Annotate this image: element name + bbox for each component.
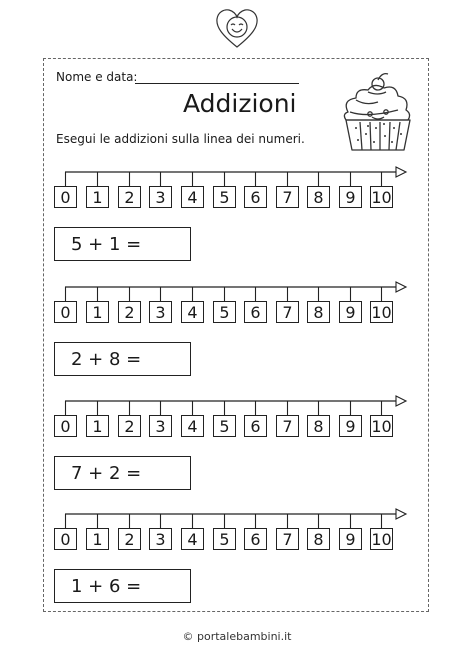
number-box: 9 — [339, 415, 362, 437]
number-box: 3 — [149, 528, 172, 550]
page-title: Addizioni — [183, 89, 297, 118]
number-box: 1 — [86, 186, 109, 208]
arrow-right-icon — [396, 167, 406, 177]
equation-box[interactable]: 5 + 1 = — [54, 227, 191, 261]
number-box: 9 — [339, 528, 362, 550]
number-box: 7 — [276, 415, 299, 437]
number-box: 0 — [54, 301, 77, 323]
arrow-right-icon — [396, 396, 406, 406]
number-box: 10 — [371, 187, 392, 207]
number-box: 5 — [213, 415, 236, 437]
number-box: 4 — [181, 301, 204, 323]
number-box: 2 — [118, 186, 141, 208]
number-box: 10 — [371, 302, 392, 322]
number-box: 8 — [307, 528, 330, 550]
number-box: 3 — [149, 186, 172, 208]
footer-credit: © portalebambini.it — [182, 630, 292, 643]
equation-box[interactable]: 1 + 6 = — [54, 569, 191, 603]
number-box: 6 — [244, 528, 267, 550]
number-box: 7 — [276, 528, 299, 550]
number-box: 2 — [118, 415, 141, 437]
number-box: 7 — [276, 186, 299, 208]
number-box: 5 — [213, 528, 236, 550]
number-box: 8 — [307, 301, 330, 323]
number-box: 10 — [371, 416, 392, 436]
number-box: 6 — [244, 415, 267, 437]
arrow-right-icon — [396, 282, 406, 292]
number-box: 1 — [86, 415, 109, 437]
number-box: 8 — [307, 186, 330, 208]
number-box: 0 — [54, 528, 77, 550]
number-box: 4 — [181, 186, 204, 208]
number-box: 7 — [276, 301, 299, 323]
instruction-text: Esegui le addizioni sulla linea dei numeri. — [56, 132, 305, 146]
number-box: 6 — [244, 301, 267, 323]
number-box: 2 — [118, 301, 141, 323]
cupcake-icon — [338, 70, 418, 156]
name-date-field[interactable] — [135, 83, 299, 84]
number-box: 10 — [371, 529, 392, 549]
number-box: 8 — [307, 415, 330, 437]
number-box: 1 — [86, 528, 109, 550]
number-box: 4 — [181, 415, 204, 437]
arrow-right-icon — [396, 509, 406, 519]
equation-box[interactable]: 7 + 2 = — [54, 456, 191, 490]
equation-box[interactable]: 2 + 8 = — [54, 342, 191, 376]
number-box: 6 — [244, 186, 267, 208]
number-box: 9 — [339, 186, 362, 208]
number-box: 0 — [54, 415, 77, 437]
number-box: 4 — [181, 528, 204, 550]
number-box: 3 — [149, 301, 172, 323]
number-box: 3 — [149, 415, 172, 437]
number-box: 2 — [118, 528, 141, 550]
number-box: 9 — [339, 301, 362, 323]
name-date-label: Nome e data: — [56, 70, 138, 84]
number-box: 5 — [213, 301, 236, 323]
number-box: 0 — [54, 186, 77, 208]
smiley-heart-icon — [214, 7, 260, 51]
number-box: 1 — [86, 301, 109, 323]
number-box: 5 — [213, 186, 236, 208]
